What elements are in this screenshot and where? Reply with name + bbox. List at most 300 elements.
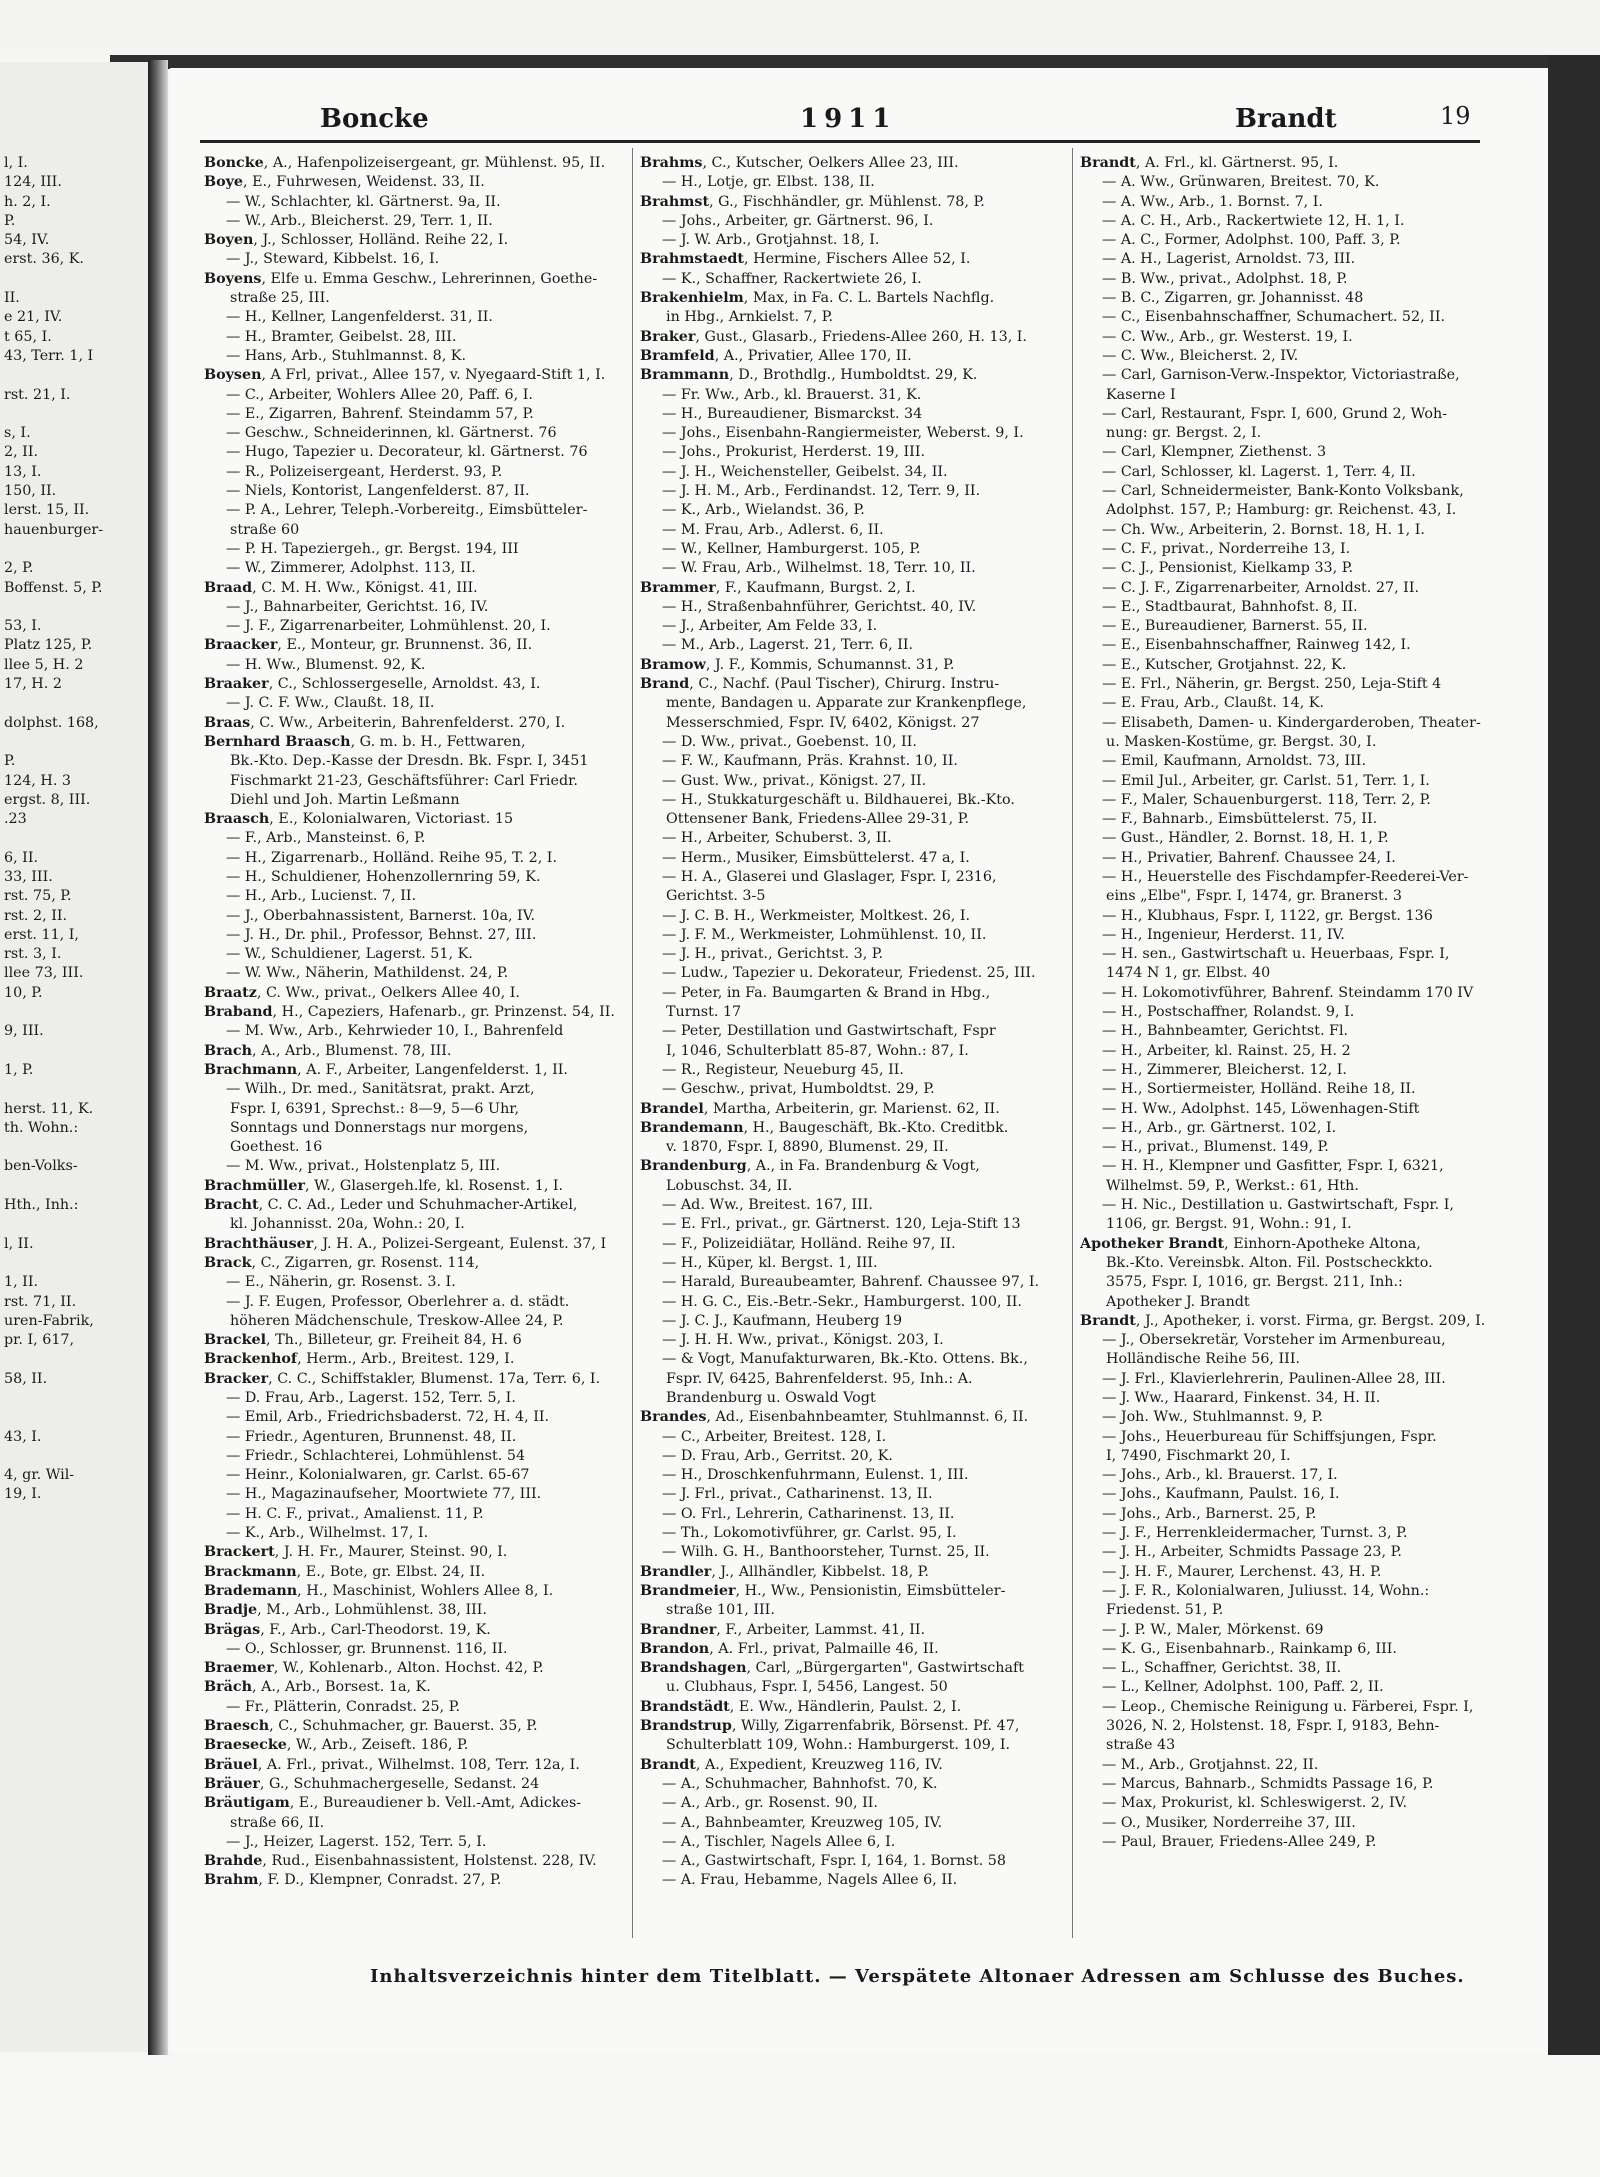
directory-sub-entry: — R., Polizeisergeant, Herderst. 93, P. [226, 463, 503, 480]
directory-sub-entry: — H., Sortiermeister, Holländ. Reihe 18, II. [1102, 1081, 1416, 1098]
directory-sub-entry: — H., Klubhaus, Fspr. I, 1122, gr. Bergst. 136 [1102, 907, 1433, 924]
facing-page-line: II. [4, 290, 20, 307]
facing-page-line: 19, I. [4, 1486, 42, 1503]
facing-page-line: 6, II. [4, 849, 39, 866]
directory-sub-entry: — J. P. W., Maler, Mörkenst. 69 [1102, 1621, 1324, 1638]
facing-page-line: 17, H. 2 [4, 676, 62, 693]
facing-page-line [4, 1389, 150, 1408]
directory-entry: Brahmst, G., Fischhändler, gr. Mühlenst. 78, P. [640, 193, 985, 210]
directory-entry: Braad, C. M. H. Ww., Königst. 41, III. [204, 579, 478, 596]
directory-sub-entry: — A. Ww., Arb., 1. Bornst. 7, I. [1102, 193, 1323, 210]
facing-page-line: P. [4, 753, 16, 770]
directory-sub-entry: — H., privat., Blumenst. 149, P. [1102, 1139, 1329, 1156]
directory-sub-entry: — H. G. C., Eis.-Betr.-Sekr., Hamburgerst. 100, II. [662, 1293, 1022, 1310]
facing-page-line: t 65, I. [4, 328, 52, 345]
directory-sub-entry: — E. Frl., Näherin, gr. Bergst. 250, Leja-Stift 4 [1102, 676, 1442, 693]
directory-entry-continuation: Wilhelmst. 59, P., Werkst.: 61, Hth. [1106, 1177, 1359, 1194]
directory-entry: Brackenhof, Herm., Arb., Breitest. 129, I. [204, 1351, 515, 1368]
directory-sub-entry: — A., Gastwirtschaft, Fspr. I, 164, 1. Bornst. 58 [662, 1853, 1006, 1870]
directory-entry: Braesch, C., Schuhmacher, gr. Bauerst. 35, P. [204, 1718, 538, 1735]
facing-page-line: rst. 21, I. [4, 386, 71, 403]
directory-entry: Apotheker Brandt, Einhorn-Apotheke Altona, [1080, 1235, 1421, 1252]
directory-sub-entry: — W. Ww., Näherin, Mathildenst. 24, P. [226, 965, 509, 982]
directory-sub-entry: — F., Arb., Mansteinst. 6, P. [226, 830, 426, 847]
directory-sub-entry: — A. C., Former, Adolphst. 100, Paff. 3, P. [1102, 232, 1401, 249]
directory-entry: Brackmann, E., Bote, gr. Elbst. 24, II. [204, 1563, 486, 1580]
directory-sub-entry: — M. Frau, Arb., Adlerst. 6, II. [662, 521, 884, 538]
directory-sub-entry: — C. Ww., Arb., gr. Westerst. 19, I. [1102, 328, 1353, 345]
directory-sub-entry: — D. Frau, Arb., Gerritst. 20, K. [662, 1447, 893, 1464]
directory-sub-entry: — H. Ww., Adolphst. 145, Löwenhagen-Stift [1102, 1100, 1420, 1117]
directory-sub-entry: — H., Zigarrenarb., Holländ. Reihe 95, T. 2, I. [226, 849, 557, 866]
directory-sub-entry: — J. F. M., Werkmeister, Lohmühlenst. 10, II. [662, 926, 987, 943]
header-rule [200, 140, 1480, 143]
directory-sub-entry: — R., Registeur, Neueburg 45, II. [662, 1061, 904, 1078]
directory-sub-entry: — H., Heuerstelle des Fischdampfer-Reederei-Ver- [1102, 868, 1469, 885]
directory-sub-entry: — Gust. Ww., privat., Königst. 27, II. [662, 772, 927, 789]
directory-sub-entry: — B. C., Zigarren, gr. Johannisst. 48 [1102, 290, 1364, 307]
directory-entry: Braasch, E., Kolonialwaren, Victoriast. 15 [204, 811, 514, 828]
facing-page-line: herst. 11, K. [4, 1100, 94, 1117]
directory-entry-continuation: Diehl und Joh. Martin Leßmann [230, 791, 460, 808]
directory-sub-entry: — M., Arb., Lagerst. 21, Terr. 6, II. [662, 637, 914, 654]
facing-page-line [4, 1138, 150, 1157]
facing-page-line: P. [4, 212, 16, 229]
directory-sub-entry: — Leop., Chemische Reinigung u. Färberei, Fspr. I, [1102, 1698, 1474, 1715]
directory-sub-entry: — K., Arb., Wielandst. 36, P. [662, 502, 865, 519]
directory-sub-entry: — P. H. Tapeziergeh., gr. Bergst. 194, III [226, 540, 519, 557]
directory-sub-entry: — Carl, Schneidermeister, Bank-Konto Volksbank, [1102, 483, 1464, 500]
directory-entry: Bernhard Braasch, G. m. b. H., Fettwaren, [204, 733, 526, 750]
directory-entry-continuation: 1106, gr. Bergst. 91, Wohn.: 91, I. [1106, 1216, 1352, 1233]
directory-entry-continuation: straße 60 [230, 521, 300, 538]
directory-sub-entry: — J. H., Dr. phil., Professor, Behnst. 27, III. [226, 926, 537, 943]
directory-sub-entry: — J. H., privat., Gerichtst. 3, P. [662, 946, 884, 963]
facing-page-line: 43, Terr. 1, I [4, 347, 94, 364]
directory-sub-entry: — H., Arbeiter, kl. Rainst. 25, H. 2 [1102, 1042, 1351, 1059]
facing-page-line: pr. I, 617, [4, 1332, 75, 1349]
directory-entry: Braesecke, W., Arb., Zeiseft. 186, P. [204, 1737, 469, 1754]
directory-entry-continuation: Ottensener Bank, Friedens-Allee 29-31, P. [666, 811, 969, 828]
directory-entry: Brademann, H., Maschinist, Wohlers Allee 8, I. [204, 1582, 554, 1599]
directory-sub-entry: — H., Droschkenfuhrmann, Eulenst. 1, III. [662, 1467, 969, 1484]
facing-page-line [4, 1408, 150, 1427]
directory-sub-entry: — A. H., Lagerist, Arnoldst. 73, III. [1102, 251, 1356, 268]
directory-entry: Bracker, C. C., Schiffstakler, Blumenst. 17a, Terr. 6, I. [204, 1370, 601, 1387]
directory-entry-continuation: nung: gr. Bergst. 2, I. [1106, 425, 1262, 442]
directory-column-2 [640, 154, 1060, 1891]
directory-sub-entry: — C. Ww., Bleicherst. 2, IV. [1102, 347, 1299, 364]
directory-sub-entry: — J. C. J., Kaufmann, Heuberg 19 [662, 1312, 903, 1329]
directory-entry-continuation: Gerichtst. 3-5 [666, 888, 766, 905]
directory-entry-continuation: u. Masken-Kostüme, gr. Bergst. 30, I. [1106, 733, 1377, 750]
directory-sub-entry: — C., Arbeiter, Wohlers Allee 20, Paff. 6, I. [226, 386, 533, 403]
directory-entry-continuation: in Hbg., Arnkielst. 7, P. [666, 309, 833, 326]
directory-sub-entry: — E., Näherin, gr. Rosenst. 3. I. [226, 1274, 456, 1291]
directory-sub-entry: — A. Ww., Grünwaren, Breitest. 70, K. [1102, 174, 1380, 191]
directory-sub-entry: — H., Postschaffner, Rolandst. 9, I. [1102, 1004, 1355, 1021]
directory-sub-entry: — Herm., Musiker, Eimsbüttelerst. 47 a, I. [662, 849, 970, 866]
directory-entry: Boncke, A., Hafenpolizeisergeant, gr. Mühlenst. 95, II. [204, 155, 606, 171]
directory-entry-continuation: straße 25, III. [230, 290, 330, 307]
running-head-right: Brandt [1235, 104, 1337, 134]
directory-sub-entry: — W. Frau, Arb., Wilhelmst. 18, Terr. 10, II. [662, 560, 976, 577]
directory-sub-entry: — C. F., privat., Norderreihe 13, I. [1102, 540, 1351, 557]
facing-page-line: 124, H. 3 [4, 772, 72, 789]
directory-sub-entry: — J. H. H. Ww., privat., Königst. 203, I. [662, 1332, 944, 1349]
directory-sub-entry: — Johs., Arbeiter, gr. Gärtnerst. 96, I. [662, 212, 934, 229]
directory-sub-entry: — Elisabeth, Damen- u. Kindergarderoben, Theater- [1102, 714, 1481, 731]
directory-sub-entry: — F. W., Kaufmann, Präs. Krahnst. 10, II. [662, 753, 958, 770]
directory-sub-entry: — E., Bureaudiener, Barnerst. 55, II. [1102, 618, 1368, 635]
facing-page-line: rst. 2, II. [4, 907, 68, 924]
directory-entry: Bramow, J. F., Kommis, Schumannst. 31, P. [640, 656, 955, 673]
facing-page-line: 1, II. [4, 1274, 39, 1291]
facing-page-line: 54, IV. [4, 232, 50, 249]
directory-sub-entry: — F., Maler, Schauenburgerst. 118, Terr. 2, P. [1102, 791, 1431, 808]
directory-sub-entry: — Geschw., privat, Humboldtst. 29, P. [662, 1081, 935, 1098]
directory-sub-entry: — J. C. F. Ww., Claußt. 18, II. [226, 695, 435, 712]
directory-entry: Brackert, J. H. Fr., Maurer, Steinst. 90, I. [204, 1544, 508, 1561]
directory-sub-entry: — H. C. F., privat., Amalienst. 11, P. [226, 1505, 484, 1522]
directory-sub-entry: — J., Oberbahnassistent, Barnerst. 10a, IV. [226, 907, 536, 924]
directory-entry: Bräch, A., Arb., Borsest. 1a, K. [204, 1679, 431, 1696]
directory-sub-entry: — Hans, Arb., Stuhlmannst. 8, K. [226, 347, 467, 364]
directory-sub-entry: — J. H., Arbeiter, Schmidts Passage 23, P. [1102, 1544, 1402, 1561]
directory-entry: Braband, H., Capeziers, Hafenarb., gr. Prinzenst. 54, II. [204, 1004, 615, 1021]
directory-entry-continuation: Schulterblatt 109, Wohn.: Hamburgerst. 109, I. [666, 1737, 1011, 1754]
directory-sub-entry: — H. A., Glaserei und Glaslager, Fspr. I, 2316, [662, 868, 997, 885]
facing-page-line [4, 598, 150, 617]
directory-entry: Bräuel, A. Frl., privat., Wilhelmst. 108, Terr. 12a, I. [204, 1756, 580, 1773]
directory-entry: Brandt, A. Frl., kl. Gärtnerst. 95, I. [1080, 155, 1339, 171]
directory-sub-entry: — H. Ww., Blumenst. 92, K. [226, 656, 426, 673]
facing-page-line: ergst. 8, III. [4, 791, 91, 808]
facing-page-line: 2, II. [4, 444, 39, 461]
directory-sub-entry: — Harald, Bureaubeamter, Bahrenf. Chaussee 97, I. [662, 1274, 1040, 1291]
directory-entry: Brachmann, A. F., Arbeiter, Langenfelderst. 1, II. [204, 1061, 568, 1078]
facing-page-line: 33, III. [4, 868, 53, 885]
page-number: 19 [1440, 102, 1471, 130]
directory-entry: Brahde, Rud., Eisenbahnassistent, Holstenst. 228, IV. [204, 1853, 597, 1870]
directory-column-1 [204, 154, 624, 1891]
facing-page-line: rst. 3, I. [4, 946, 62, 963]
directory-entry: Boyen, J., Schlosser, Holländ. Reihe 22, I. [204, 232, 509, 249]
directory-sub-entry: — H., Bureaudiener, Bismarckst. 34 [662, 405, 923, 422]
directory-sub-entry: — C. J. F., Zigarrenarbeiter, Arnoldst. 27, II. [1102, 579, 1420, 596]
directory-entry-continuation: 1474 N 1, gr. Elbst. 40 [1106, 965, 1271, 982]
facing-page-line [4, 366, 150, 385]
directory-entry-continuation: straße 101, III. [666, 1602, 775, 1619]
directory-sub-entry: — Peter, in Fa. Baumgarten & Brand in Hbg., [662, 984, 991, 1001]
directory-entry: Brandemann, H., Baugeschäft, Bk.-Kto. Creditbk. [640, 1119, 1009, 1136]
facing-page-line: h. 2, I. [4, 193, 51, 210]
facing-page-line [4, 1042, 150, 1061]
directory-entry-continuation: Bk.-Kto. Vereinsbk. Alton. Fil. Postscheckkto. [1106, 1254, 1433, 1271]
directory-entry: Brackel, Th., Billeteur, gr. Freiheit 84, H. 6 [204, 1332, 522, 1349]
directory-sub-entry: — O. Frl., Lehrerin, Catharinenst. 13, II. [662, 1505, 955, 1522]
facing-page-line: 124, III. [4, 174, 62, 191]
facing-page-line: 9, III. [4, 1023, 44, 1040]
directory-sub-entry: — F., Polizeidiätar, Holländ. Reihe 97, II. [662, 1235, 956, 1252]
directory-entry-continuation: Messerschmied, Fspr. IV, 6402, Königst. 27 [666, 714, 980, 731]
directory-sub-entry: — Carl, Klempner, Ziethenst. 3 [1102, 444, 1327, 461]
directory-sub-entry: — H., Kellner, Langenfelderst. 31, II. [226, 309, 493, 326]
directory-sub-entry: — Paul, Brauer, Friedens-Allee 249, P. [1102, 1833, 1377, 1850]
directory-sub-entry: — C., Eisenbahnschaffner, Schumachert. 52, II. [1102, 309, 1446, 326]
column-separator [632, 148, 633, 1938]
directory-entry-continuation: u. Clubhaus, Fspr. I, 5456, Langest. 50 [666, 1679, 948, 1696]
facing-page-line: 2, P. [4, 560, 34, 577]
directory-entry-continuation: straße 43 [1106, 1737, 1176, 1754]
directory-entry: Boysen, A Frl, privat., Allee 157, v. Nyegaard-Stift 1, I. [204, 367, 606, 384]
facing-page-line: erst. 36, K. [4, 251, 84, 268]
facing-page-line [4, 1447, 150, 1466]
directory-sub-entry: — E. Frl., privat., gr. Gärtnerst. 120, Leja-Stift 13 [662, 1216, 1021, 1233]
directory-entry: Brammer, F., Kaufmann, Burgst. 2, I. [640, 579, 916, 596]
directory-sub-entry: — M. Ww., privat., Holstenplatz 5, III. [226, 1158, 501, 1175]
directory-sub-entry: — Geschw., Schneiderinnen, kl. Gärtnerst. 76 [226, 425, 557, 442]
directory-entry-continuation: kl. Johannisst. 20a, Wohn.: 20, I. [230, 1216, 465, 1233]
directory-entry-continuation: Brandenburg u. Oswald Vogt [666, 1390, 876, 1406]
directory-entry: Bramfeld, A., Privatier, Allee 170, II. [640, 347, 912, 364]
directory-sub-entry: — E., Stadtbaurat, Bahnhofst. 8, II. [1102, 598, 1358, 615]
directory-sub-entry: — M. Ww., Arb., Kehrwieder 10, I., Bahrenfeld [226, 1023, 564, 1040]
directory-sub-entry: — Johs., Kaufmann, Paulst. 16, I. [1102, 1486, 1340, 1503]
book-binding-right [1548, 55, 1600, 2055]
directory-entry: Bräuer, G., Schuhmachergeselle, Sedanst. 24 [204, 1775, 540, 1792]
directory-entry-continuation: eins „Elbe", Fspr. I, 1474, gr. Branerst. 3 [1106, 888, 1402, 905]
directory-entry: Braatz, C. Ww., privat., Oelkers Allee 40, I. [204, 984, 520, 1001]
column-separator [1072, 148, 1073, 1938]
directory-entry: Brand, C., Nachf. (Paul Tischer), Chirurg. Instru- [640, 676, 1000, 693]
directory-sub-entry: — A., Bahnbeamter, Kreuzweg 105, IV. [662, 1814, 943, 1831]
facing-page-line: Platz 125, P. [4, 637, 93, 654]
directory-sub-entry: — E., Eisenbahnschaffner, Rainweg 142, I. [1102, 637, 1411, 654]
directory-sub-entry: — Friedr., Schlachterei, Lohmühlenst. 54 [226, 1447, 526, 1464]
facing-page-line [4, 1003, 150, 1022]
directory-entry: Bracht, C. C. Ad., Leder und Schuhmacher-Artikel, [204, 1197, 578, 1214]
directory-entry: Brachthäuser, J. H. A., Polizei-Sergeant, Eulenst. 37, I [204, 1235, 607, 1252]
directory-sub-entry: — E., Kutscher, Grotjahnst. 22, K. [1102, 656, 1347, 673]
directory-sub-entry: — J. W. Arb., Grotjahnst. 18, I. [662, 232, 880, 249]
directory-sub-entry: — J., Arbeiter, Am Felde 33, I. [662, 618, 878, 635]
directory-entry: Brandon, A. Frl., privat, Palmaille 46, II. [640, 1640, 939, 1657]
facing-page-line: hauenburger- [4, 521, 104, 538]
directory-sub-entry: — J. F., Herrenkleidermacher, Turnst. 3, P. [1102, 1525, 1408, 1542]
facing-page-line: lerst. 15, II. [4, 502, 90, 519]
directory-sub-entry: — H. Lokomotivführer, Bahrenf. Steindamm 170 IV [1102, 984, 1474, 1001]
directory-sub-entry: — A. Frau, Hebamme, Nagels Allee 6, II. [662, 1872, 958, 1889]
facing-page-line [4, 1254, 150, 1273]
directory-sub-entry: — K., Schaffner, Rackertwiete 26, I. [662, 270, 922, 287]
facing-page-line [4, 1177, 150, 1196]
directory-sub-entry: — H., Arb., gr. Gärtnerst. 102, I. [1102, 1119, 1337, 1136]
facing-page-line: dolphst. 168, [4, 714, 99, 731]
directory-sub-entry: — H. H., Klempner und Gasfitter, Fspr. I, 6321, [1102, 1158, 1444, 1175]
facing-page-line: 43, I. [4, 1428, 42, 1445]
directory-sub-entry: — P. A., Lehrer, Teleph.-Vorbereitg., Eimsbütteler- [226, 502, 588, 519]
directory-sub-entry: — H., Schuldiener, Hohenzollernring 59, K. [226, 868, 541, 885]
facing-page-line [4, 733, 150, 752]
directory-sub-entry: — D. Ww., privat., Goebenst. 10, II. [662, 733, 917, 750]
facing-page-line: erst. 11, I, [4, 926, 79, 943]
directory-sub-entry: — Hugo, Tapezier u. Decorateur, kl. Gärtnerst. 76 [226, 444, 588, 461]
directory-entry: Brandenburg, A., in Fa. Brandenburg & Vogt, [640, 1158, 980, 1175]
directory-entry: Brahms, C., Kutscher, Oelkers Allee 23, III. [640, 155, 959, 171]
directory-entry-continuation: Kaserne I [1106, 386, 1176, 403]
directory-entry: Brack, C., Zigarren, gr. Rosenst. 114, [204, 1254, 480, 1271]
facing-page-line: 150, II. [4, 483, 57, 500]
directory-sub-entry: — W., Schuldiener, Lagerst. 51, K. [226, 946, 473, 963]
directory-sub-entry: — Max, Prokurist, kl. Schleswigerst. 2, IV. [1102, 1795, 1408, 1812]
book-gutter [148, 60, 168, 2055]
directory-entry-continuation: Bk.-Kto. Dep.-Kasse der Dresdn. Bk. Fspr. I, 3451 [230, 753, 589, 770]
directory-sub-entry: — J. F. Eugen, Professor, Oberlehrer a. d. städt. [226, 1293, 570, 1310]
directory-sub-entry: — H., Arb., Lucienst. 7, II. [226, 888, 417, 905]
directory-sub-entry: — Emil Jul., Arbeiter, gr. Carlst. 51, Terr. 1, I. [1102, 772, 1430, 789]
facing-page-line: llee 5, H. 2 [4, 656, 84, 673]
directory-sub-entry: — Friedr., Agenturen, Brunnenst. 48, II. [226, 1428, 517, 1445]
directory-sub-entry: — A., Schuhmacher, Bahnhofst. 70, K. [662, 1775, 938, 1792]
book-binding-top [110, 55, 1600, 69]
directory-sub-entry: — Ad. Ww., Breitest. 167, III. [662, 1197, 873, 1214]
directory-entry: Brägas, F., Arb., Carl-Theodorst. 19, K. [204, 1621, 491, 1638]
directory-sub-entry: — Fr., Plätterin, Conradst. 25, P. [226, 1698, 461, 1715]
directory-entry-continuation: Fspr. IV, 6425, Bahrenfelderst. 95, Inh.: A. [666, 1370, 973, 1387]
directory-entry-continuation: 3026, N. 2, Holstenst. 18, Fspr. I, 9183, Behn- [1106, 1718, 1440, 1735]
directory-entry-continuation: Lobuschst. 34, II. [666, 1177, 793, 1194]
directory-entry-continuation: Apotheker J. Brandt [1106, 1293, 1250, 1310]
directory-sub-entry: — J., Steward, Kibbelst. 16, I. [226, 251, 440, 268]
facing-page-line [4, 405, 150, 424]
facing-page-line [4, 1080, 150, 1099]
directory-entry: Braaker, C., Schlossergeselle, Arnoldst. 43, I. [204, 676, 541, 693]
directory-entry: Brachmüller, W., Glasergeh.lfe, kl. Rosenst. 1, I. [204, 1177, 564, 1194]
facing-page-line: 4, gr. Wil- [4, 1467, 75, 1484]
directory-entry: Brandel, Martha, Arbeiterin, gr. Marienst. 62, II. [640, 1100, 1000, 1117]
directory-entry: Brahm, F. D., Klempner, Conradst. 27, P. [204, 1872, 502, 1889]
facing-page-line: th. Wohn.: [4, 1119, 79, 1136]
facing-page-line: s, I. [4, 425, 31, 442]
directory-sub-entry: — D. Frau, Arb., Lagerst. 152, Terr. 5, I. [226, 1390, 516, 1406]
directory-column-3 [1080, 154, 1485, 1852]
directory-sub-entry: — F., Bahnarb., Eimsbüttelerst. 75, II. [1102, 811, 1378, 828]
directory-entry: Braker, Gust., Glasarb., Friedens-Allee 260, H. 13, I. [640, 328, 1027, 345]
directory-sub-entry: — W., Schlachter, kl. Gärtnerst. 9a, II. [226, 193, 501, 210]
directory-sub-entry: — Wilh. G. H., Banthoorsteher, Turnst. 25, II. [662, 1544, 990, 1561]
directory-sub-entry: — J., Obersekretär, Vorsteher im Armenbureau, [1102, 1332, 1446, 1349]
directory-sub-entry: — K., Arb., Wilhelmst. 17, I. [226, 1525, 429, 1542]
directory-sub-entry: — H., Zimmerer, Bleicherst. 12, I. [1102, 1061, 1347, 1078]
directory-sub-entry: — H., Arbeiter, Schuberst. 3, II. [662, 830, 892, 847]
directory-entry: Boyens, Elfe u. Emma Geschw., Lehrerinnen, Goethe- [204, 270, 598, 287]
directory-sub-entry: — Joh. Ww., Stuhlmannst. 9, P. [1102, 1409, 1323, 1426]
directory-sub-entry: — Wilh., Dr. med., Sanitätsrat, prakt. Arzt, [226, 1081, 535, 1098]
directory-entry-continuation: 3575, Fspr. I, 1016, gr. Bergst. 211, Inh.: [1106, 1274, 1403, 1291]
directory-sub-entry: — H., Lotje, gr. Elbst. 138, II. [662, 174, 875, 191]
directory-entry: Brahmstaedt, Hermine, Fischers Allee 52, I. [640, 251, 971, 268]
facing-page-line: llee 73, III. [4, 965, 84, 982]
directory-sub-entry: — Ch. Ww., Arbeiterin, 2. Bornst. 18, H. 1, I. [1102, 521, 1425, 538]
directory-entry: Boye, E., Fuhrwesen, Weidenst. 33, II. [204, 174, 485, 191]
facing-page-line: e 21, IV. [4, 309, 63, 326]
facing-page-line: Boffenst. 5, P. [4, 579, 103, 596]
facing-page-line: 13, I. [4, 463, 42, 480]
directory-sub-entry: — J. H. M., Arb., Ferdinandst. 12, Terr. 9, II. [662, 483, 981, 500]
facing-page-line: .23 [4, 811, 27, 828]
directory-entry: Brandstädt, E. Ww., Händlerin, Paulst. 2, I. [640, 1698, 962, 1715]
facing-page-line: 1, P. [4, 1061, 34, 1078]
directory-sub-entry: — Peter, Destillation und Gastwirtschaft, Fspr [662, 1023, 996, 1040]
facing-page-line: rst. 71, II. [4, 1293, 77, 1310]
directory-sub-entry: — J. Frl., privat., Catharinenst. 13, II. [662, 1486, 933, 1503]
directory-sub-entry: — J. H. F., Maurer, Lerchenst. 43, H. P. [1102, 1563, 1382, 1580]
facing-page-line [4, 1350, 150, 1369]
directory-sub-entry: — Johs., Prokurist, Herderst. 19, III. [662, 444, 926, 461]
running-head-year: 1911 [800, 104, 897, 134]
directory-entry-continuation: Adolphst. 157, P.; Hamburg: gr. Reichenst. 43, I. [1106, 502, 1457, 519]
directory-entry-continuation: I, 1046, Schulterblatt 85-87, Wohn.: 87, I. [666, 1042, 969, 1059]
directory-entry: Brandner, F., Arbeiter, Lammst. 41, II. [640, 1621, 926, 1638]
directory-entry-continuation: straße 66, II. [230, 1814, 325, 1831]
directory-sub-entry: — Marcus, Bahnarb., Schmidts Passage 16, P. [1102, 1775, 1434, 1792]
directory-sub-entry: — Heinr., Kolonialwaren, gr. Carlst. 65-67 [226, 1467, 530, 1484]
directory-entry-continuation: Fischmarkt 21-23, Geschäftsführer: Carl Friedr. [230, 772, 578, 789]
directory-entry: Braacker, E., Monteur, gr. Brunnenst. 36, II. [204, 637, 533, 654]
directory-entry: Brandler, J., Allhändler, Kibbelst. 18, P. [640, 1563, 929, 1580]
directory-sub-entry: — H., Küper, kl. Bergst. 1, III. [662, 1254, 878, 1271]
facing-page-line: l, II. [4, 1235, 34, 1252]
directory-sub-entry: — Fr. Ww., Arb., kl. Brauerst. 31, K. [662, 386, 922, 403]
directory-sub-entry: — Th., Lokomotivführer, gr. Carlst. 95, I. [662, 1525, 957, 1542]
directory-sub-entry: — C., Arbeiter, Breitest. 128, I. [662, 1428, 887, 1445]
directory-sub-entry: — J. C. B. H., Werkmeister, Moltkest. 26, I. [662, 907, 971, 924]
directory-sub-entry: — C. J., Pensionist, Kielkamp 33, P. [1102, 560, 1354, 577]
directory-sub-entry: — B. Ww., privat., Adolphst. 18, P. [1102, 270, 1348, 287]
directory-sub-entry: — W., Kellner, Hamburgerst. 105, P. [662, 540, 921, 557]
directory-sub-entry: — W., Arb., Bleicherst. 29, Terr. 1, II. [226, 212, 493, 229]
directory-entry-continuation: I, 7490, Fischmarkt 20, I. [1106, 1447, 1291, 1464]
directory-sub-entry: — J. F., Zigarrenarbeiter, Lohmühlenst. 20, I. [226, 618, 551, 635]
directory-entry: Braas, C. Ww., Arbeiterin, Bahrenfelderst. 270, I. [204, 714, 566, 731]
directory-entry: Brandmeier, H., Ww., Pensionistin, Eimsbütteler- [640, 1582, 1006, 1599]
facing-page-line: rst. 75, P. [4, 888, 72, 905]
directory-sub-entry: — H., Ingenieur, Herderst. 11, IV. [1102, 926, 1345, 943]
directory-sub-entry: — H., Bramter, Geibelst. 28, III. [226, 328, 457, 345]
directory-entry: Brandstrup, Willy, Zigarrenfabrik, Börsenst. Pf. 47, [640, 1718, 1020, 1735]
directory-entry-continuation: Goethest. 16 [230, 1139, 323, 1156]
directory-sub-entry: — J., Heizer, Lagerst. 152, Terr. 5, I. [226, 1833, 487, 1850]
directory-entry-continuation: Holländische Reihe 56, III. [1106, 1351, 1301, 1368]
facing-page-line: l, I. [4, 155, 28, 171]
directory-sub-entry: — W., Zimmerer, Adolphst. 113, II. [226, 560, 476, 577]
footer-note: Inhaltsverzeichnis hinter dem Titelblatt. — Verspätete Altonaer Adressen am Schlusse des Buches. [370, 1966, 1465, 1987]
directory-sub-entry: — M., Arb., Grotjahnst. 22, II. [1102, 1756, 1319, 1773]
directory-sub-entry: — Carl, Restaurant, Fspr. I, 600, Grund 2, Woh- [1102, 405, 1448, 422]
directory-sub-entry: — Emil, Kaufmann, Arnoldst. 73, III. [1102, 753, 1366, 770]
directory-entry: Braemer, W., Kohlenarb., Alton. Hochst. 42, P. [204, 1660, 544, 1677]
directory-sub-entry: — J., Bahnarbeiter, Gerichtst. 16, IV. [226, 598, 489, 615]
scan-margin [0, 0, 1600, 55]
facing-page-line [4, 270, 150, 289]
facing-page-line: 58, II. [4, 1370, 48, 1387]
directory-sub-entry: — A., Tischler, Nagels Allee 6, I. [662, 1833, 896, 1850]
directory-entry: Brandt, A., Expedient, Kreuzweg 116, IV. [640, 1756, 943, 1773]
directory-sub-entry: — O., Schlosser, gr. Brunnenst. 116, II. [226, 1640, 508, 1657]
directory-sub-entry: — Gust., Händler, 2. Bornst. 18, H. 1, P. [1102, 830, 1389, 847]
directory-entry: Brandt, J., Apotheker, i. vorst. Firma, gr. Bergst. 209, I. [1080, 1312, 1485, 1329]
